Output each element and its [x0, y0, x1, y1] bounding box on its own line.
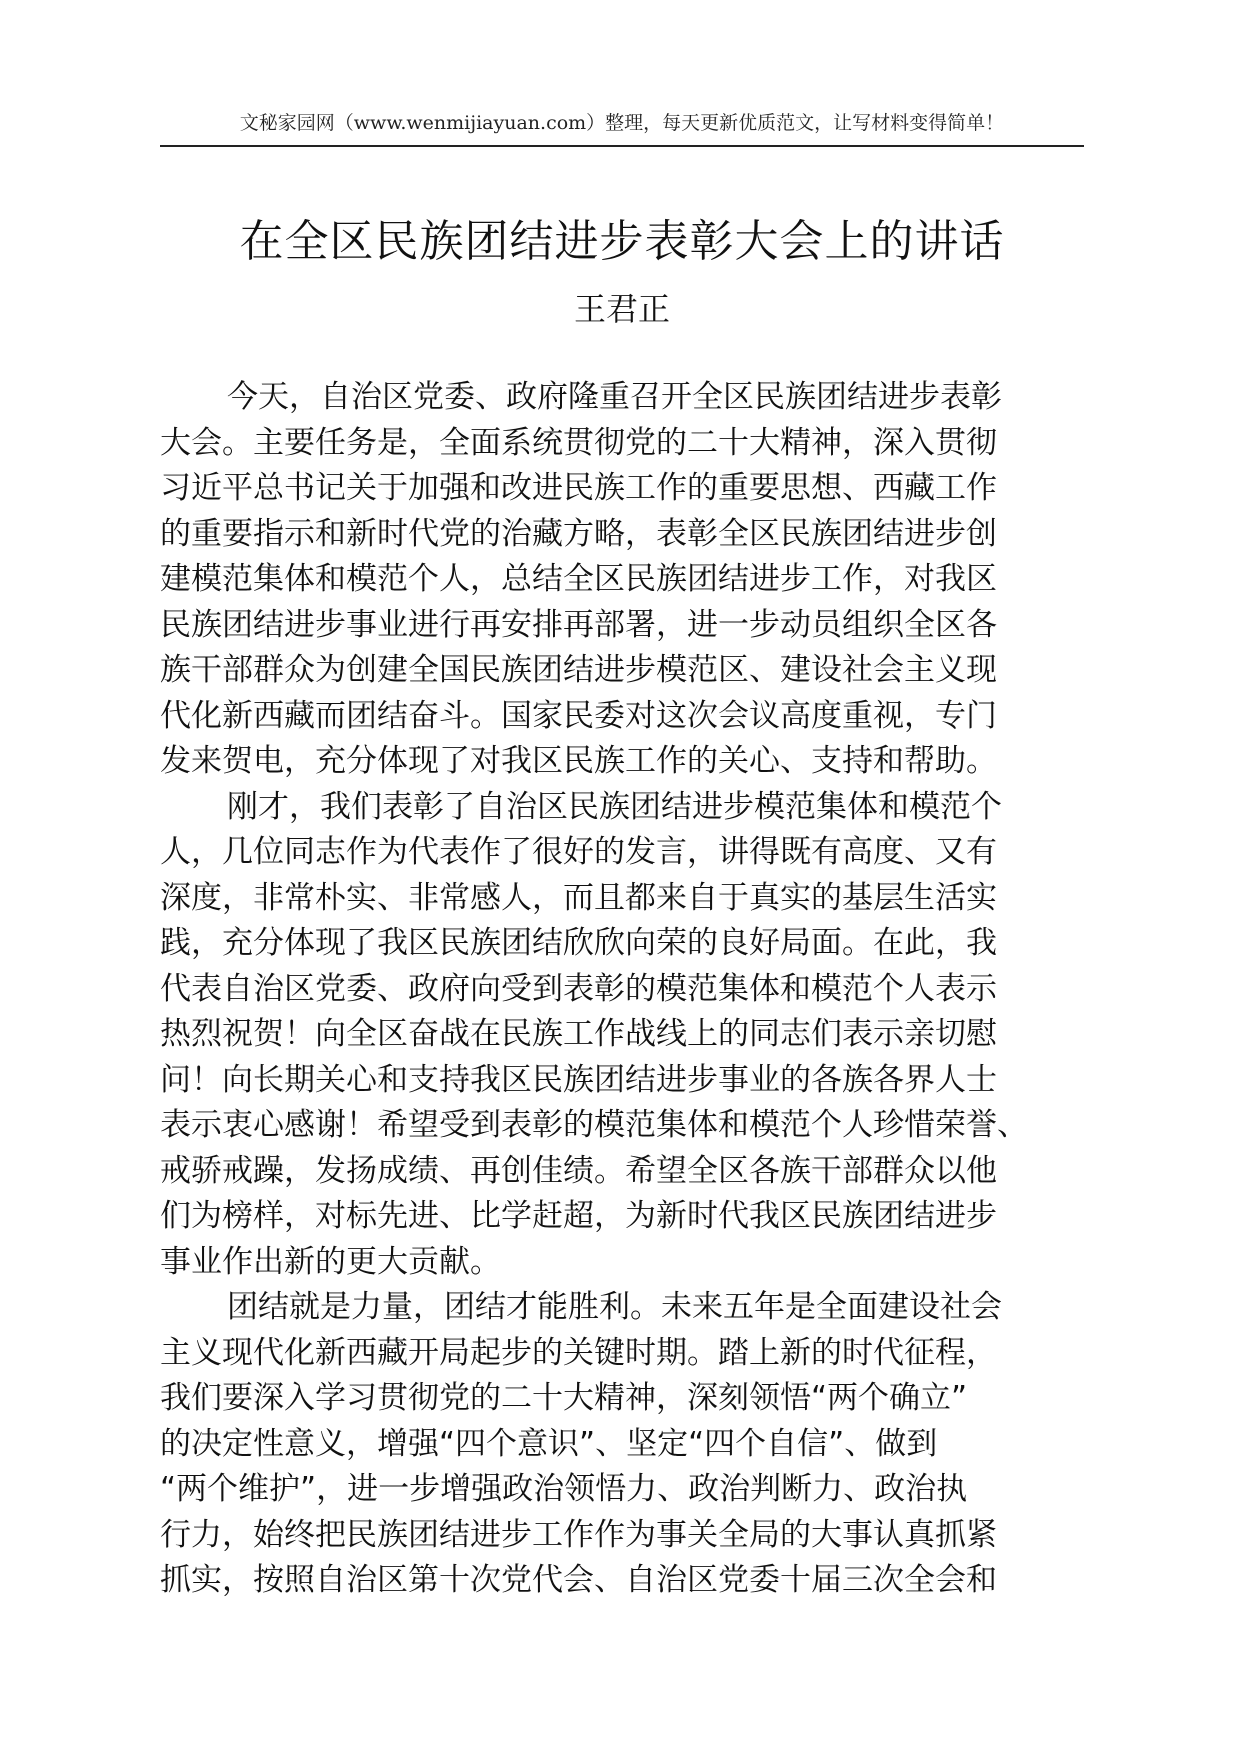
text-line: 的决定性意义，增强“四个意识”、坚定“四个自信”、做到 [160, 1425, 938, 1462]
text-line: 族干部群众为创建全国民族团结进步模范区、建设社会主义现 [160, 652, 997, 688]
document-title: 在全区民族团结进步表彰大会上的讲话 [239, 216, 1005, 267]
text-line: 民族团结进步事业进行再安排再部署，进一步动员组织全区各 [160, 606, 997, 643]
text-line: 的重要指示和新时代党的治藏方略，表彰全区民族团结进步创 [160, 515, 997, 552]
text-line: 刚才，我们表彰了自治区民族团结进步模范集体和模范个 [227, 788, 1002, 825]
text-line: 人，几位同志作为代表作了很好的发言，讲得既有高度、又有 [160, 834, 997, 870]
text-line: 表示衷心感谢！希望受到表彰的模范集体和模范个人珍惜荣誉、 [160, 1107, 1028, 1143]
document-author: 王君正 [573, 290, 670, 328]
text-line: 热烈祝贺！向全区奋战在民族工作战线上的同志们表示亲切慰 [160, 1016, 997, 1052]
text-line: 建模范集体和模范个人，总结全区民族团结进步工作，对我区 [160, 561, 997, 597]
text-line: 团结就是力量，团结才能胜利。未来五年是全面建设社会 [227, 1289, 1002, 1325]
document-body [160, 375, 1084, 1604]
text-line: 事业作出新的更大贡献。 [160, 1243, 501, 1280]
text-line: 主义现代化新西藏开局起步的关键时期。踏上新的时代征程， [160, 1334, 997, 1371]
text-line: 代化新西藏而团结奋斗。国家民委对这次会议高度重视，专门 [160, 697, 997, 734]
text-line: 习近平总书记关于加强和改进民族工作的重要思想、西藏工作 [160, 470, 997, 506]
text-line: 问！向长期关心和支持我区民族团结进步事业的各族各界人士 [160, 1061, 997, 1098]
text-line: 们为榜样，对标先进、比学赶超，为新时代我区民族团结进步 [160, 1198, 997, 1234]
text-line: 深度，非常朴实、非常感人，而且都来自于真实的基层生活实 [160, 879, 997, 916]
text-line: 行力，始终把民族团结进步工作作为事关全局的大事认真抓紧 [160, 1516, 997, 1553]
text-line: “两个维护”，进一步增强政治领悟力、政治判断力、政治执 [160, 1471, 968, 1507]
text-line: 戒骄戒躁，发扬成绩、再创佳绩。希望全区各族干部群众以他 [160, 1152, 997, 1189]
paragraph-1 [160, 375, 1084, 785]
paragraph-2 [160, 785, 1084, 1286]
paragraph-3 [160, 1285, 1084, 1604]
text-line: 践，充分体现了我区民族团结欣欣向荣的良好局面。在此，我 [160, 925, 997, 961]
page-header: 文秘家园网（www.wenmijiayuan.com）整理，每天更新优质范文，让写材料变得简单！ [239, 112, 1005, 134]
text-line: 今天，自治区党委、政府隆重召开全区民族团结进步表彰 [227, 379, 1002, 415]
text-line: 代表自治区党委、政府向受到表彰的模范集体和模范个人表示 [160, 970, 997, 1007]
text-line: 发来贺电，充分体现了对我区民族工作的关心、支持和帮助。 [160, 743, 997, 779]
text-line: 大会。主要任务是，全面系统贯彻党的二十大精神，深入贯彻 [160, 424, 997, 461]
text-line: 抓实，按照自治区第十次党代会、自治区党委十届三次全会和 [160, 1562, 997, 1598]
text-line: 我们要深入学习贯彻党的二十大精神，深刻领悟“两个确立” [160, 1380, 968, 1416]
header-divider [160, 145, 1084, 147]
